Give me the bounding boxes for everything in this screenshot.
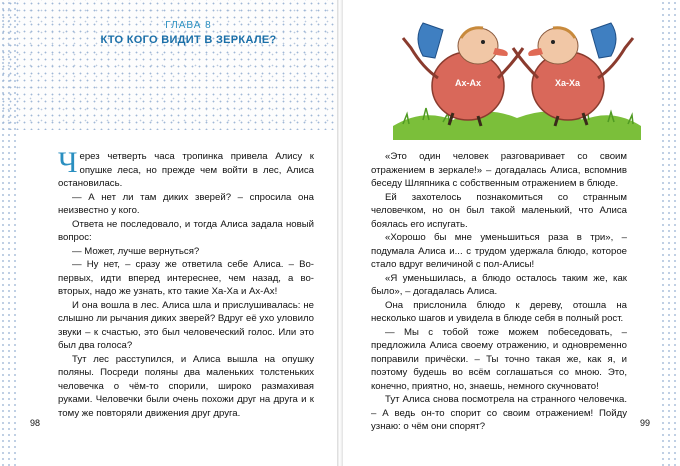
paragraph: — А нет ли там диких зверей? – спросила она неизвестно у кого. xyxy=(58,191,314,216)
left-twin xyxy=(403,23,523,126)
paragraph: Ответа не последовало, и тогда Алиса задала новый вопрос: xyxy=(58,218,314,243)
paragraph: Ей захотелось познакомиться со странным человечком, но он был такой маленький, что Алиса боялась его испугать. xyxy=(371,191,627,230)
right-body-text xyxy=(371,150,627,434)
paragraph: «Хорошо бы мне уменьшиться раза в три», – подумала Алиса и... с трудом удержала блюдо, которое стало вдруг величиной с пол-Алисы! xyxy=(371,232,627,270)
page-number: 99 xyxy=(639,418,650,428)
paragraph: Она прислонила блюдо к дереву, отошла на несколько шагов и увидела в блюде себя в полный рост. xyxy=(371,299,627,324)
right-page xyxy=(343,0,680,466)
right-shirt-text: Ха-Ха xyxy=(555,78,581,88)
left-shirt-text: Ах-Ах xyxy=(455,78,482,88)
speckled-margin xyxy=(660,0,680,466)
paragraph: — Мы с тобой тоже можем побеседовать, – предложила Алиса своему отражению, и одновременно поправили причёски. – Ты точно такая же, как я, и поэтому будешь во всём соглашаться со мною. Это, конечно, приятно, но, знаешь, немного скучновато! xyxy=(371,326,627,392)
paragraph: «Я уменьшилась, а блюдо осталось таким же, как было», – догадалась Алиса. xyxy=(371,272,627,297)
paragraph: Тут лес расступился, и Алиса вышла на опушку поляны. Посреди поляны два маленьких толстеньких человечка о чём-то спорили, широко размахивая руками. Человечки были очень похожи друг на друга и к тому же повторяли движения друг друга. xyxy=(58,353,314,419)
chapter-number: ГЛАВА 8 xyxy=(165,20,212,31)
left-body-text xyxy=(58,146,314,420)
paragraph: Тут Алиса снова посмотрела на странного человечка. – А ведь он-то спорит со своим отражением! Пойду узнаю: о чём они спорят? xyxy=(371,394,627,432)
paragraph-text: ерез четверть часа тропинка привела Алису к опушке леса, но прежде чем войти в лес, Алиса остановилась. xyxy=(58,151,314,189)
right-twin xyxy=(513,23,633,126)
paragraph: — Может, лучше вернуться? xyxy=(72,245,200,257)
paragraph: — Ну нет, – сразу же ответила себе Алиса. – Во-первых, идти вперед интереснее, чем назад, а во-вторых, надо же узнать, кто такие Ха-Ха и Ах-Ах! xyxy=(58,259,314,297)
speckled-margin xyxy=(0,0,20,466)
paragraph: «Это один человек разговаривает со своим отражением в зеркале!» – догадалась Алиса, вспомнив беседу Шляпника с собственным отражением в блюде. xyxy=(371,151,627,189)
chapter-title: КТО КОГО ВИДИТ В ЗЕРКАЛЕ? xyxy=(100,34,277,46)
drop-cap: Ч xyxy=(58,146,78,179)
illustration-twins xyxy=(383,8,651,140)
left-page xyxy=(0,0,337,466)
paragraph xyxy=(58,146,314,191)
paragraph: И она вошла в лес. Алиса шла и прислушивалась: не слышно ли рычания диких зверей? Вдруг её ухо уловило звуки – к счастью, это был человеческий голос. Или это был два голоса? xyxy=(58,299,314,351)
page-number: 98 xyxy=(30,418,41,428)
